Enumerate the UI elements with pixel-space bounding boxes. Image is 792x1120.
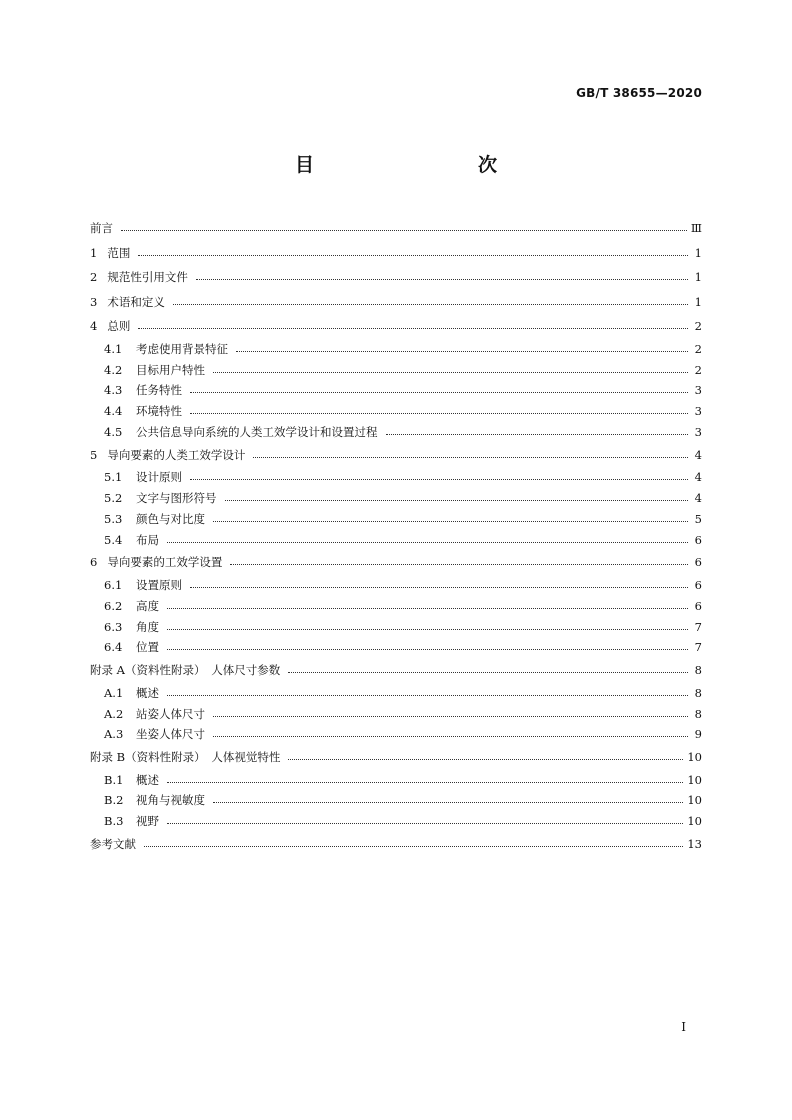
- dot-leader: [230, 563, 688, 565]
- toc-entry-title: 考虑使用背景特征: [136, 341, 228, 356]
- dot-leader: [225, 499, 689, 501]
- toc-entry-label: [90, 245, 130, 261]
- toc-entry-label: [90, 318, 130, 334]
- toc-entry-page: 2: [694, 319, 702, 334]
- toc-entry-page: 1: [694, 245, 702, 260]
- toc-entry[interactable]: [90, 241, 702, 266]
- toc-entry-page: 7: [694, 619, 702, 634]
- toc-entry-label: [90, 220, 113, 236]
- toc-entry-title: 坐姿人体尺寸: [136, 727, 205, 742]
- toc-entry-label: [104, 341, 228, 357]
- toc-entry-number: 4.1: [104, 341, 123, 356]
- toc-entry-page: 2: [694, 362, 702, 377]
- toc-entry[interactable]: [90, 314, 702, 339]
- toc-entry-number: 6.1: [104, 578, 123, 593]
- dot-leader: [190, 412, 688, 414]
- toc-entry[interactable]: [90, 265, 702, 290]
- toc-entry-title: 任务特性: [136, 383, 182, 398]
- toc-entry[interactable]: [90, 290, 702, 315]
- dot-leader: [121, 229, 687, 231]
- toc-entry-label: [90, 447, 245, 463]
- dot-leader: [213, 735, 688, 737]
- toc-entry-page: 7: [694, 640, 702, 655]
- toc-entry-label: [104, 382, 182, 398]
- toc-entry-number: 4.4: [104, 404, 123, 419]
- toc-entry-label: [90, 836, 136, 852]
- dot-leader: [167, 694, 688, 696]
- toc-entry[interactable]: [90, 550, 702, 575]
- toc-entry[interactable]: [90, 769, 702, 790]
- dot-leader: [236, 350, 688, 352]
- toc-entry-label: [90, 269, 188, 285]
- toc-entry-page: 4: [694, 491, 702, 506]
- toc-entry-title: 范围: [107, 245, 131, 260]
- toc-entry-title: 概述: [136, 772, 159, 787]
- toc-entry-number: 6.2: [104, 598, 123, 613]
- toc-entry-title: 视角与视敏度: [136, 793, 205, 808]
- toc-entry-number: B.2: [104, 793, 124, 808]
- toc-entry-number: 5.2: [104, 491, 123, 506]
- toc-entry-page: 9: [694, 727, 702, 742]
- toc-entry[interactable]: [90, 216, 702, 241]
- toc-entry[interactable]: [90, 467, 702, 488]
- dot-leader: [138, 327, 688, 329]
- toc-entry-page: 13: [687, 836, 702, 851]
- toc-entry-title: 公共信息导向系统的人类工效学设计和设置过程: [136, 425, 378, 440]
- toc-entry-label: [90, 294, 165, 310]
- toc-entry[interactable]: [90, 790, 702, 811]
- toc-entry-title: 位置: [136, 640, 159, 655]
- toc-entry[interactable]: [90, 359, 702, 380]
- toc-entry-title: 站姿人体尺寸: [136, 706, 205, 721]
- toc-entry-number: 3: [90, 294, 98, 309]
- toc-entry-title: 设计原则: [136, 470, 182, 485]
- toc-entry-number: 5.1: [104, 470, 123, 485]
- dot-leader: [138, 254, 688, 256]
- toc-entry-page: 10: [687, 793, 702, 808]
- toc-entry[interactable]: [90, 682, 702, 703]
- toc-entry-title: 附录 A（资料性附录） 人体尺寸参数: [90, 663, 281, 678]
- toc-entry-page: 1: [694, 294, 702, 309]
- toc-entry-page: 4: [694, 470, 702, 485]
- toc-entry-page: 5: [694, 511, 702, 526]
- page-title: 目 次: [294, 154, 539, 176]
- toc-entry-number: 4: [90, 319, 98, 334]
- toc-entry-label: [104, 362, 205, 378]
- toc-entry-label: [104, 469, 182, 485]
- toc-entry[interactable]: [90, 529, 702, 550]
- toc-entry[interactable]: [90, 832, 702, 857]
- toc-entry-label: [104, 813, 159, 829]
- toc-entry-page: 6: [694, 598, 702, 613]
- dot-leader: [213, 371, 688, 373]
- dot-leader: [167, 607, 688, 609]
- toc-entry-label: [104, 639, 159, 655]
- dot-leader: [288, 758, 683, 760]
- dot-leader: [190, 478, 688, 480]
- toc-entry-title: 高度: [136, 598, 159, 613]
- toc-entry-page: 1: [694, 270, 702, 285]
- toc-entry-number: 5.3: [104, 511, 123, 526]
- dot-leader: [173, 303, 688, 305]
- toc-entry-page: 6: [694, 532, 702, 547]
- toc-entry-number: 5.4: [104, 532, 123, 547]
- toc-entry-number: A.1: [104, 685, 124, 700]
- toc-entry-title: 概述: [136, 685, 159, 700]
- toc-entry-number: 2: [90, 270, 98, 285]
- toc-entry-page: 3: [694, 383, 702, 398]
- toc-entry-title: 设置原则: [136, 578, 182, 593]
- dot-leader: [167, 628, 688, 630]
- toc-entry-label: [104, 598, 159, 614]
- toc-entry-page: 8: [694, 685, 702, 700]
- toc-entry-page: 6: [694, 578, 702, 593]
- toc-entry-label: [104, 726, 205, 742]
- dot-leader: [213, 520, 688, 522]
- toc-entry-label: [104, 403, 182, 419]
- toc-entry-number: 6: [90, 555, 98, 570]
- toc-entry[interactable]: [90, 724, 702, 745]
- toc-entry-label: [104, 490, 217, 506]
- toc-entry[interactable]: [90, 442, 702, 467]
- toc-entry-number: 4.3: [104, 383, 123, 398]
- toc-entry-title: 前言: [90, 221, 113, 236]
- toc-entry[interactable]: [90, 380, 702, 401]
- toc-entry-page: 2: [694, 341, 702, 356]
- toc-entry[interactable]: [90, 575, 702, 596]
- dot-leader: [144, 845, 683, 847]
- toc-entry[interactable]: [90, 488, 702, 509]
- toc-entry-number: A.3: [104, 727, 124, 742]
- toc-entry-page: 10: [687, 772, 702, 787]
- toc-entry-number: B.3: [104, 814, 124, 829]
- toc-entry-page: Ⅲ: [690, 221, 702, 236]
- toc-entry-label: [104, 772, 159, 788]
- toc-entry[interactable]: [90, 745, 702, 770]
- standard-code: GB/T 38655—2020: [576, 86, 702, 100]
- toc-entry-page: 10: [687, 750, 702, 764]
- dot-leader: [167, 822, 683, 824]
- table-of-contents: [90, 216, 702, 856]
- toc-entry-page: 4: [694, 447, 702, 462]
- toc-entry-number: A.2: [104, 706, 124, 721]
- toc-entry-title: 视野: [136, 814, 159, 829]
- toc-entry-number: B.1: [104, 772, 124, 787]
- dot-leader: [167, 541, 688, 543]
- dot-leader: [386, 433, 689, 435]
- dot-leader: [190, 391, 688, 393]
- toc-entry-label: [104, 706, 205, 722]
- toc-entry[interactable]: [90, 339, 702, 360]
- toc-entry-number: 5: [90, 447, 98, 462]
- toc-entry-title: 导向要素的人类工效学设计: [107, 447, 246, 462]
- toc-entry-label: [104, 511, 205, 527]
- toc-entry[interactable]: [90, 509, 702, 530]
- toc-entry-page: 8: [694, 663, 702, 678]
- toc-entry[interactable]: [90, 401, 702, 422]
- toc-entry-label: [104, 792, 205, 808]
- toc-entry-title: 文字与图形符号: [136, 491, 217, 506]
- toc-entry-title: 布局: [136, 532, 159, 547]
- toc-entry[interactable]: [90, 595, 702, 616]
- toc-entry-page: 3: [694, 425, 702, 440]
- toc-entry-title: 目标用户特性: [136, 362, 205, 377]
- toc-entry-label: [104, 424, 378, 440]
- toc-entry-title: 附录 B（资料性附录） 人体视觉特性: [90, 750, 281, 764]
- toc-entry[interactable]: [90, 658, 702, 683]
- toc-entry-label: [104, 577, 182, 593]
- dot-leader: [167, 781, 683, 783]
- dot-leader: [190, 586, 688, 588]
- dot-leader: [167, 648, 688, 650]
- toc-entry-page: 6: [694, 555, 702, 570]
- toc-entry-label: [90, 662, 280, 678]
- toc-entry-label: [104, 619, 159, 635]
- toc-entry-number: 6.3: [104, 619, 123, 634]
- toc-entry-label: [104, 532, 159, 548]
- toc-entry-label: [90, 554, 222, 570]
- toc-entry-page: 10: [687, 814, 702, 829]
- toc-entry[interactable]: [90, 616, 702, 637]
- toc-entry-label: [90, 749, 280, 765]
- toc-entry-page: 8: [694, 706, 702, 721]
- toc-entry-title: 术语和定义: [107, 294, 165, 309]
- dot-leader: [213, 715, 688, 717]
- toc-entry-number: 6.4: [104, 640, 123, 655]
- dot-leader: [213, 801, 683, 803]
- toc-entry[interactable]: [90, 811, 702, 832]
- dot-leader: [196, 278, 688, 280]
- dot-leader: [288, 671, 688, 673]
- toc-entry-label: [104, 685, 159, 701]
- toc-entry-page: 3: [694, 404, 702, 419]
- toc-entry-title: 角度: [136, 619, 159, 634]
- toc-entry[interactable]: [90, 703, 702, 724]
- toc-entry[interactable]: [90, 422, 702, 443]
- toc-entry-title: 导向要素的工效学设置: [107, 555, 223, 570]
- page-number: I: [681, 1020, 686, 1034]
- toc-entry[interactable]: [90, 637, 702, 658]
- toc-entry-number: 1: [90, 245, 98, 260]
- toc-entry-title: 总则: [107, 319, 131, 334]
- toc-entry-title: 颜色与对比度: [136, 511, 205, 526]
- toc-entry-title: 参考文献: [90, 836, 136, 851]
- dot-leader: [253, 456, 688, 458]
- toc-entry-title: 环境特性: [136, 404, 182, 419]
- toc-entry-title: 规范性引用文件: [107, 270, 188, 285]
- toc-entry-number: 4.2: [104, 362, 123, 377]
- toc-entry-number: 4.5: [104, 425, 123, 440]
